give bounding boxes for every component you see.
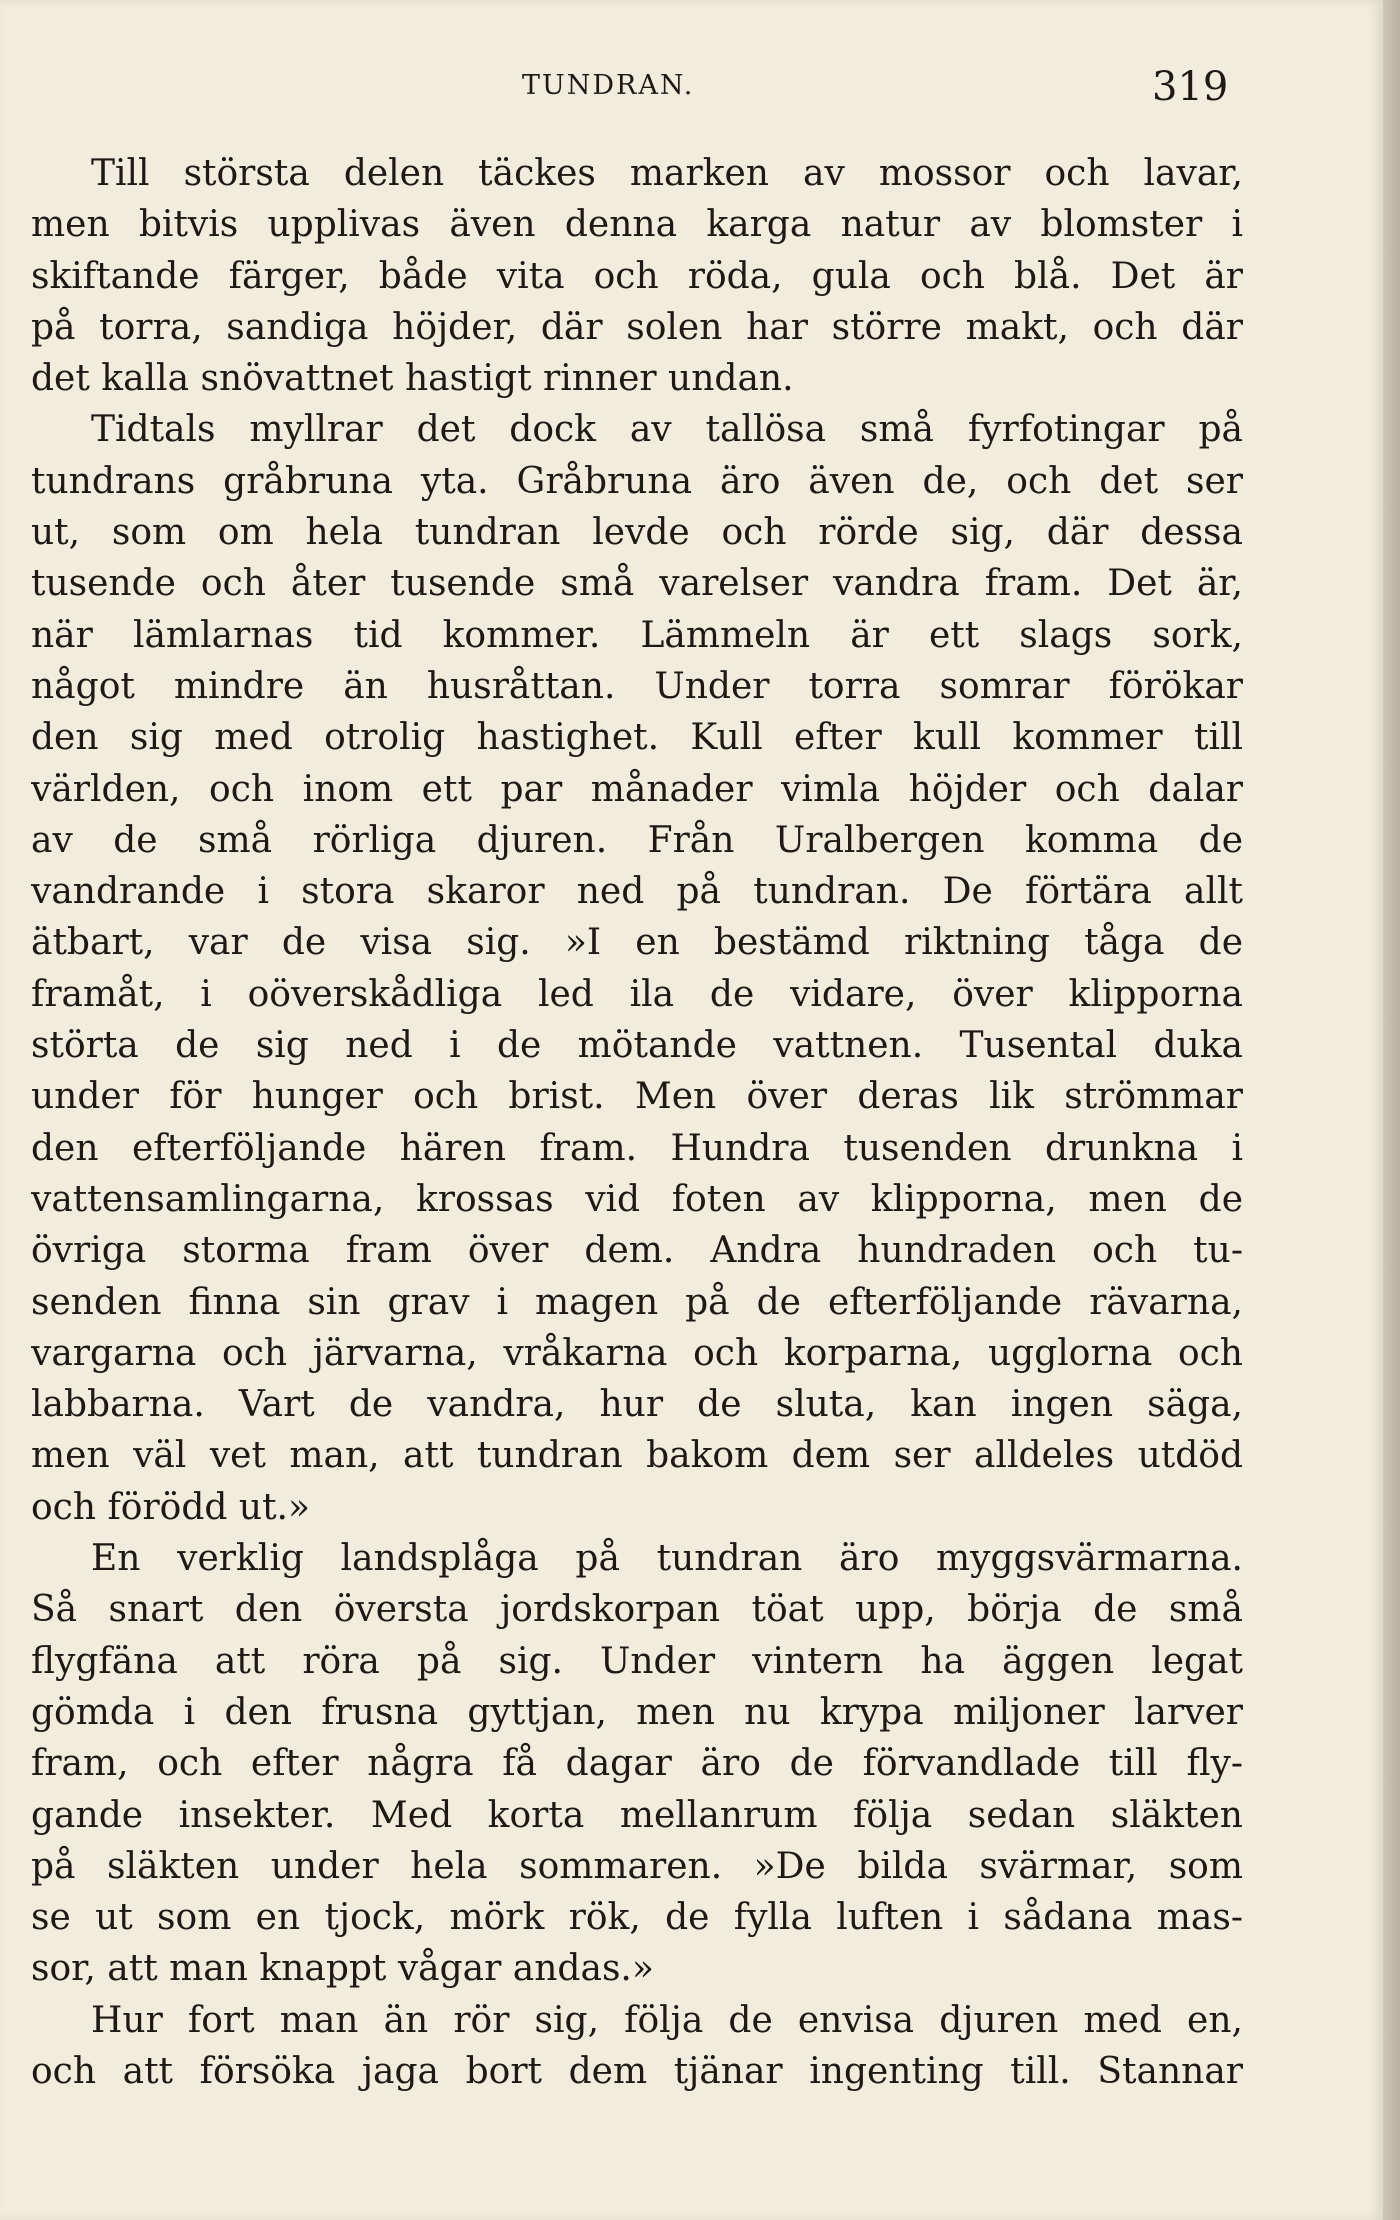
text-line: gande insekter. Med korta mellanrum följa sedan släkten: [31, 1794, 1243, 1836]
text-line: världen, och inom ett par månader vimla höjder och dalar: [31, 768, 1243, 810]
text-line: flygfäna att röra på sig. Under vintern ha äggen legat: [31, 1640, 1243, 1682]
text-line: störta de sig ned i de mötande vattnen. Tusental duka: [31, 1025, 1243, 1067]
text-line: den sig med otrolig hastighet. Kull efter kull kommer till: [31, 717, 1243, 759]
text-line: fram, och efter några få dagar äro de förvandlade till fly-: [31, 1743, 1243, 1785]
text-line: ätbart, var de visa sig. »I en bestämd riktning tåga de: [31, 922, 1243, 964]
text-line: Hur fort man än rör sig, följa de envisa djuren med en,: [91, 1999, 1243, 2041]
text-line: framåt, i oöverskådliga led ila de vidare, över klipporna: [31, 973, 1243, 1015]
text-line: En verklig landsplåga på tundran äro myggsvärmarna.: [91, 1538, 1243, 1580]
text-line: ut, som om hela tundran levde och rörde sig, där dessa: [31, 512, 1243, 554]
text-line: se ut som en tjock, mörk rök, de fylla luften i sådana mas-: [31, 1897, 1243, 1939]
page-edge: [1383, 0, 1400, 2220]
page-number: 319: [1152, 64, 1229, 110]
text-line: och att försöka jaga bort dem tjänar ingenting till. Stannar: [31, 2050, 1243, 2092]
text-line: men väl vet man, att tundran bakom dem ser alldeles utdöd: [31, 1435, 1243, 1477]
text-line: vandrande i stora skaror ned på tundran. De förtära allt: [31, 871, 1243, 913]
text-line: på släkten under hela sommaren. »De bilda svärmar, som: [31, 1845, 1243, 1887]
text-line: den efterföljande hären fram. Hundra tusenden drunkna i: [31, 1127, 1243, 1169]
text-line: på torra, sandiga höjder, där solen har större makt, och där: [31, 306, 1243, 348]
text-line: av de små rörliga djuren. Från Uralbergen komma de: [31, 819, 1243, 861]
text-line: och förödd ut.»: [31, 1486, 310, 1528]
text-line: men bitvis upplivas även denna karga natur av blomster i: [31, 204, 1243, 246]
text-line: under för hunger och brist. Men över deras lik strömmar: [31, 1076, 1243, 1118]
text-line: något mindre än husråttan. Under torra somrar förökar: [31, 665, 1243, 707]
body-text: [31, 148, 1243, 2097]
text-line: skiftande färger, både vita och röda, gula och blå. Det är: [31, 255, 1243, 297]
text-line: sor, att man knappt vågar andas.»: [31, 1948, 654, 1990]
text-line: det kalla snövattnet hastigt rinner undan.: [31, 358, 794, 400]
page-header: [0, 60, 1383, 120]
text-line: Så snart den översta jordskorpan töat upp, börja de små: [31, 1589, 1243, 1631]
text-line: Tidtals myllrar det dock av tallösa små fyrfotingar på: [91, 409, 1243, 451]
running-head: TUNDRAN.: [522, 70, 695, 101]
text-line: vargarna och järvarna, vråkarna och korparna, ugglorna och: [31, 1332, 1243, 1374]
text-line: labbarna. Vart de vandra, hur de sluta, kan ingen säga,: [31, 1384, 1243, 1426]
text-line: Till största delen täckes marken av mossor och lavar,: [91, 153, 1243, 194]
text-line: senden finna sin grav i magen på de efterföljande rävarna,: [31, 1281, 1243, 1323]
text-line: tusende och åter tusende små varelser vandra fram. Det är,: [31, 563, 1243, 605]
text-line: tundrans gråbruna yta. Gråbruna äro även de, och det ser: [31, 460, 1243, 502]
text-line: vattensamlingarna, krossas vid foten av klipporna, men de: [31, 1178, 1243, 1220]
text-line: när lämlarnas tid kommer. Lämmeln är ett slags sork,: [31, 614, 1243, 656]
text-line: gömda i den frusna gyttjan, men nu krypa miljoner larver: [31, 1691, 1243, 1733]
text-line: övriga storma fram över dem. Andra hundraden och tu-: [31, 1230, 1243, 1272]
